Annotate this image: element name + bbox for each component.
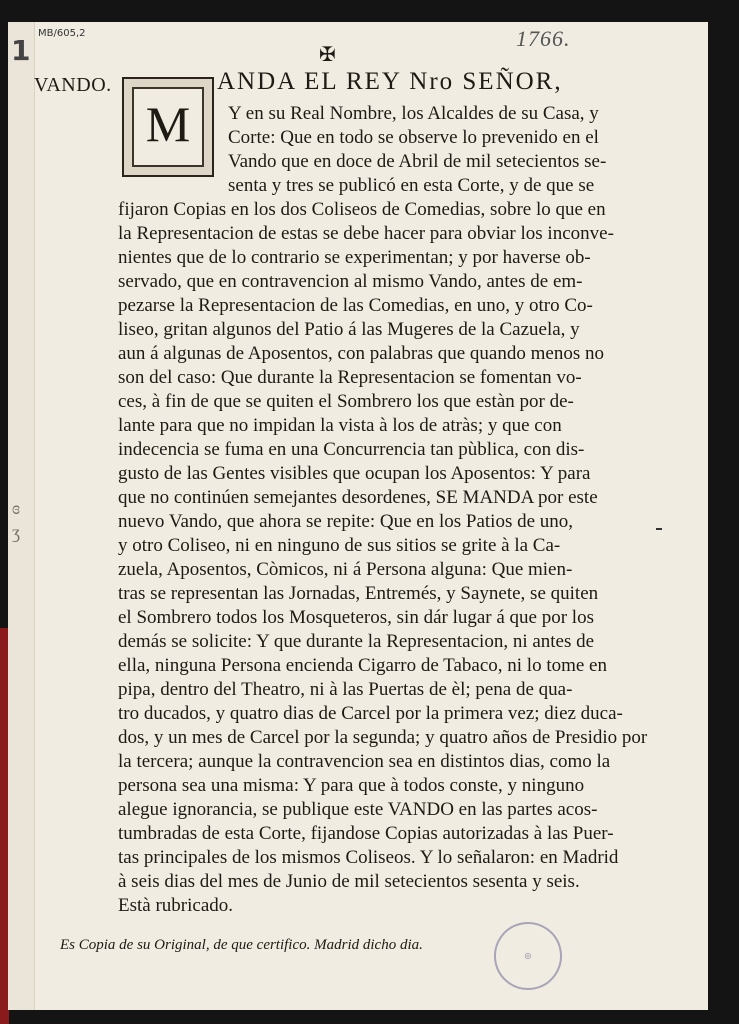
body-line: zuela, Aposentos, Còmicos, ni á Persona alguna: Que mien- bbox=[118, 559, 573, 580]
body-line: que no continúen semejantes desordenes, SE MANDA por este bbox=[118, 487, 598, 508]
body-line: servado, que en contravencion al mismo Vando, antes de em- bbox=[118, 271, 583, 292]
body-line: alegue ignorancia, se publique este VANDO en las partes acos- bbox=[118, 799, 598, 820]
body-line: lante para que no impidan la vista à los de atràs; y que con bbox=[118, 415, 562, 436]
archive-number: MB/605,2 bbox=[38, 28, 86, 39]
body-line: Està rubricado. bbox=[118, 895, 234, 916]
body-line: senta y tres se publicó en esta Corte, y de que se bbox=[228, 175, 595, 196]
body-line: la Representacion de estas se debe hacer para obviar los inconve- bbox=[118, 223, 614, 244]
body-line: tas principales de los mismos Coliseos. Y lo señalaron: en Madrid bbox=[118, 847, 619, 868]
document-page bbox=[8, 22, 708, 1010]
body-line: indecencia se fuma en una Concurrencia tan pùblica, con dis- bbox=[118, 439, 585, 460]
initial-letter: M bbox=[145, 96, 191, 152]
cross-ornament-icon: ✠ bbox=[319, 44, 336, 66]
body-line: gusto de las Gentes visibles que ocupan los Aposentos: Y para bbox=[118, 463, 591, 484]
body-line: Y en su Real Nombre, los Alcaldes de su Casa, y bbox=[228, 103, 599, 124]
body-line: Vando que en doce de Abril de mil setecientos se- bbox=[228, 151, 607, 172]
body-line: persona sea una misma: Y para que à todos conste, y ninguno bbox=[118, 775, 585, 796]
body-line: la tercera; aunque la contravencion sea en distintos dias, como la bbox=[118, 751, 611, 772]
body-line: pezarse la Representacion de las Comedias, en uno, y otro Co- bbox=[118, 295, 593, 316]
page-number: 1 bbox=[11, 34, 31, 67]
body-line: liseo, gritan algunos del Patio á las Mugeres de la Cazuela, y bbox=[118, 319, 580, 340]
body-line: son del caso: Que durante la Representacion se fomentan vo- bbox=[118, 367, 582, 388]
body-line: à seis dias del mes de Junio de mil setecientos sesenta y seis. bbox=[118, 871, 580, 892]
body-line: aun á algunas de Aposentos, con palabras que quando menos no bbox=[118, 343, 604, 364]
edge-mark bbox=[656, 528, 662, 530]
body-line: dos, y un mes de Carcel por la segunda; y quatro años de Presidio por bbox=[118, 727, 648, 748]
body-line: Corte: Que en todo se observe lo prevenido en el bbox=[228, 127, 599, 148]
body-line: el Sombrero todos los Mosqueteros, sin dár lugar á que por los bbox=[118, 607, 594, 628]
body-line: nuevo Vando, que ahora se repite: Que en los Patios de uno, bbox=[118, 511, 574, 532]
body-line: tumbradas de esta Corte, fijandose Copias autorizadas à las Puer- bbox=[118, 823, 614, 844]
body-line: nientes que de lo contrario se experimentan; y por haverse ob- bbox=[118, 247, 591, 268]
body-line: demás se solicite: Y que durante la Representacion, ni antes de bbox=[118, 631, 595, 652]
decree-heading: ANDA EL REY Nro SEÑOR, bbox=[217, 68, 563, 95]
vando-label: VANDO. bbox=[34, 74, 112, 96]
margin-stain-icon: ɞ bbox=[12, 498, 20, 518]
body-line: y otro Coliseo, ni en ninguno de sus sitios se grite à la Ca- bbox=[118, 535, 561, 556]
body-line: tras se representan las Jornadas, Entremés, y Saynete, se quiten bbox=[118, 583, 599, 604]
body-line: pipa, dentro del Theatro, ni à las Puertas de èl; pena de qua- bbox=[118, 679, 573, 700]
library-stamp-icon: ◎ bbox=[489, 917, 568, 996]
body-line: tro ducados, y quatro dias de Carcel por la primera vez; diez duca- bbox=[118, 703, 623, 724]
year-note: 1766. bbox=[516, 26, 571, 51]
margin-stain-icon: ʒ bbox=[12, 522, 20, 542]
certification-line: Es Copia de su Original, de que certifico. Madrid dicho dia. bbox=[60, 937, 423, 953]
body-line: ella, ninguna Persona encienda Cigarro de Tabaco, ni lo tome en bbox=[118, 655, 607, 676]
body-line: ces, à fin de que se quiten el Sombrero los que estàn por de- bbox=[118, 391, 574, 412]
decorated-initial bbox=[122, 77, 214, 177]
body-line: fijaron Copias en los dos Coliseos de Comedias, sobre lo que en bbox=[118, 199, 606, 220]
